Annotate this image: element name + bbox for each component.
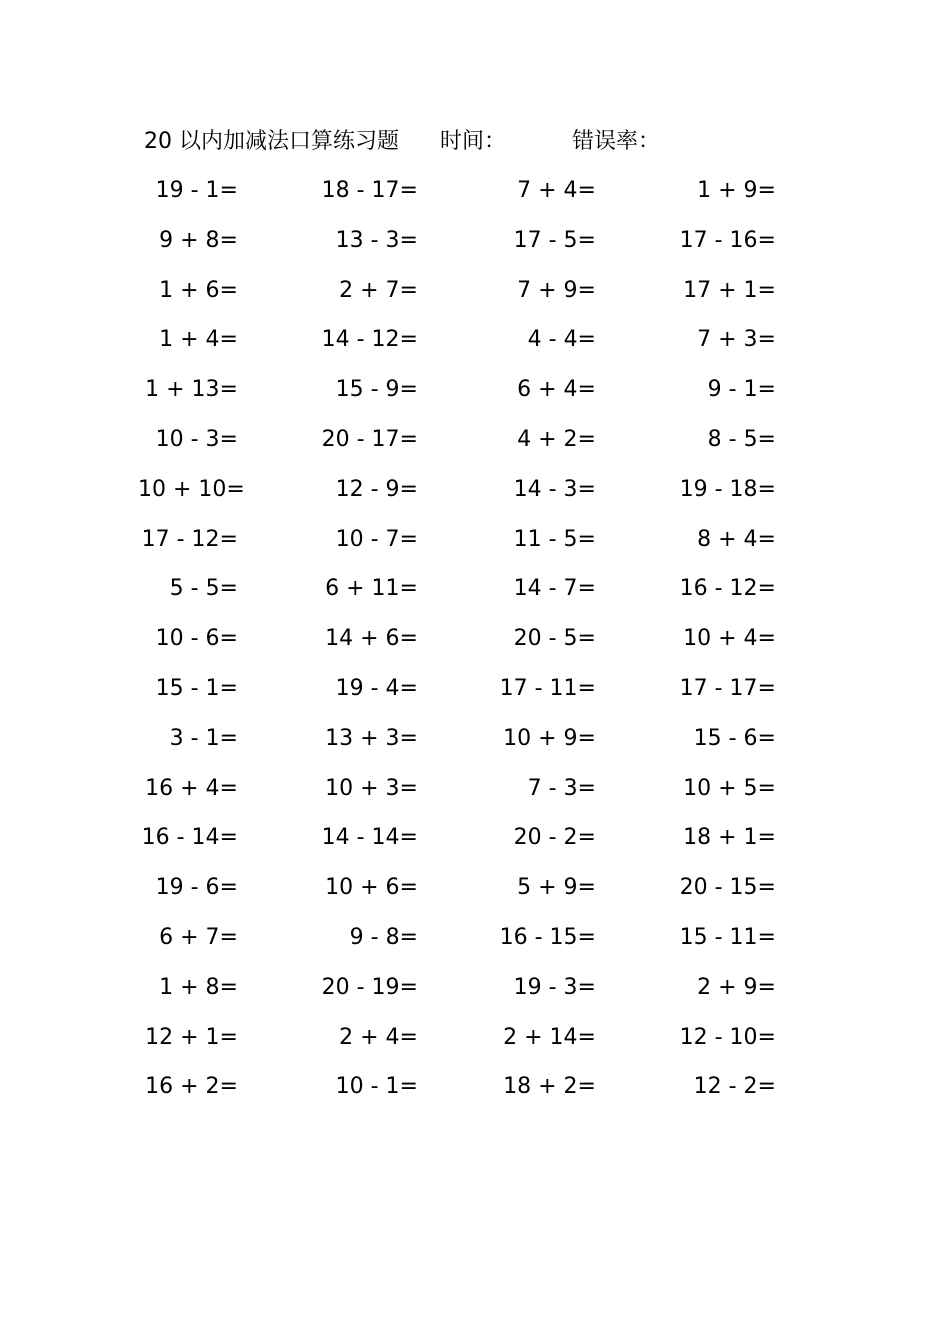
problem-row [0, 820, 950, 870]
math-problem: 17 - 17= [679, 675, 776, 701]
math-problem: 20 - 17= [321, 426, 418, 452]
problem-row [0, 372, 950, 422]
math-problem: 10 + 10= [138, 476, 245, 502]
math-problem: 12 - 2= [693, 1074, 776, 1100]
problem-row [0, 472, 950, 522]
math-problem: 12 - 9= [335, 476, 418, 502]
math-problem: 18 + 2= [503, 1074, 596, 1100]
math-problem: 17 - 11= [499, 675, 596, 701]
math-problem: 7 + 3= [697, 327, 776, 353]
math-problem: 1 + 8= [159, 974, 238, 1000]
math-problem: 19 - 1= [155, 178, 238, 203]
math-problem: 13 - 3= [335, 227, 418, 253]
math-problem: 10 - 6= [155, 626, 238, 652]
math-problem: 20 - 2= [513, 825, 596, 851]
math-problem: 14 - 7= [513, 576, 596, 602]
math-problem: 14 - 14= [321, 825, 418, 851]
math-problem: 18 - 17= [321, 178, 418, 203]
math-problem: 16 + 2= [145, 1074, 238, 1100]
math-problem: 16 - 12= [679, 576, 776, 602]
math-problem: 1 + 9= [697, 178, 776, 203]
math-problem: 19 - 3= [513, 974, 596, 1000]
math-problem: 17 - 16= [679, 227, 776, 253]
problem-row [0, 721, 950, 771]
math-problem: 11 - 5= [513, 526, 596, 552]
math-problem: 6 + 4= [517, 377, 596, 403]
math-problem: 12 - 10= [679, 1024, 776, 1050]
math-problem: 19 - 4= [335, 675, 418, 701]
math-problem: 17 - 12= [141, 526, 238, 552]
problem-row [0, 671, 950, 721]
math-problem: 10 + 6= [325, 875, 418, 901]
math-problem: 15 - 6= [693, 725, 776, 751]
math-problem: 1 + 4= [159, 327, 238, 353]
math-problem: 16 - 14= [141, 825, 238, 851]
problem-row [0, 522, 950, 572]
math-problem: 9 - 8= [349, 924, 418, 950]
problem-row [0, 870, 950, 920]
math-problem: 20 - 19= [321, 974, 418, 1000]
math-problem: 7 + 9= [517, 277, 596, 303]
math-problem: 10 + 5= [683, 775, 776, 801]
problem-row [0, 1020, 950, 1070]
math-problem: 15 - 11= [679, 924, 776, 950]
math-problem: 14 - 12= [321, 327, 418, 353]
math-problem: 12 + 1= [145, 1024, 238, 1050]
problem-row [0, 422, 950, 472]
math-problem: 10 - 3= [155, 426, 238, 452]
problem-row [0, 173, 950, 223]
math-problem: 2 + 14= [503, 1024, 596, 1050]
math-problem: 5 + 9= [517, 875, 596, 901]
math-problem: 8 + 4= [697, 526, 776, 552]
math-problem: 9 + 8= [159, 227, 238, 253]
problem-grid [0, 173, 950, 1119]
math-problem: 6 + 11= [325, 576, 418, 602]
math-problem: 1 + 13= [145, 377, 238, 403]
math-problem: 14 + 6= [325, 626, 418, 652]
problem-row [0, 322, 950, 372]
math-problem: 2 + 9= [697, 974, 776, 1000]
math-problem: 8 - 5= [707, 426, 776, 452]
math-problem: 19 - 6= [155, 875, 238, 901]
worksheet-title: 20 以内加减法口算练习题 [144, 129, 399, 154]
math-problem: 7 + 4= [517, 178, 596, 203]
math-problem: 9 - 1= [707, 377, 776, 403]
math-problem: 18 + 1= [683, 825, 776, 851]
problem-row [0, 970, 950, 1020]
math-problem: 15 - 1= [155, 675, 238, 701]
problem-row [0, 223, 950, 273]
math-problem: 15 - 9= [335, 377, 418, 403]
math-problem: 5 - 5= [169, 576, 238, 602]
worksheet-header [144, 124, 704, 160]
math-problem: 17 + 1= [683, 277, 776, 303]
time-label: 时间： [440, 129, 507, 154]
problem-row [0, 1069, 950, 1119]
math-problem: 3 - 1= [169, 725, 238, 751]
math-problem: 10 + 9= [503, 725, 596, 751]
math-problem: 7 - 3= [527, 775, 596, 801]
math-problem: 1 + 6= [159, 277, 238, 303]
math-problem: 4 + 2= [517, 426, 596, 452]
problem-row [0, 920, 950, 970]
error-rate-label: 错误率： [572, 129, 661, 154]
math-problem: 14 - 3= [513, 476, 596, 502]
math-problem: 13 + 3= [325, 725, 418, 751]
math-problem: 6 + 7= [159, 924, 238, 950]
math-problem: 19 - 18= [679, 476, 776, 502]
math-problem: 10 + 4= [683, 626, 776, 652]
problem-row [0, 621, 950, 671]
problem-row [0, 571, 950, 621]
math-problem: 16 + 4= [145, 775, 238, 801]
math-problem: 2 + 4= [339, 1024, 418, 1050]
problem-row [0, 771, 950, 821]
problem-row [0, 273, 950, 323]
math-problem: 4 - 4= [527, 327, 596, 353]
math-problem: 20 - 15= [679, 875, 776, 901]
math-problem: 16 - 15= [499, 924, 596, 950]
math-problem: 10 - 7= [335, 526, 418, 552]
math-problem: 10 - 1= [335, 1074, 418, 1100]
math-problem: 2 + 7= [339, 277, 418, 303]
math-problem: 10 + 3= [325, 775, 418, 801]
math-problem: 20 - 5= [513, 626, 596, 652]
math-problem: 17 - 5= [513, 227, 596, 253]
